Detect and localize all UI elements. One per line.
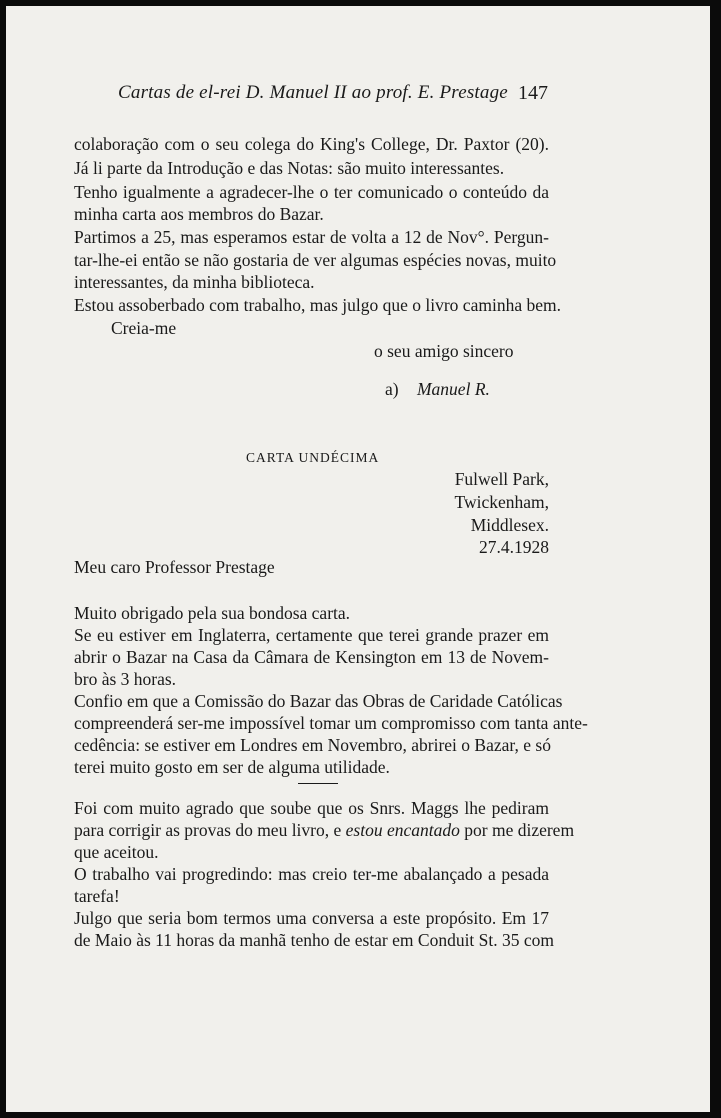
- signature: Manuel R.: [416, 379, 490, 399]
- body-line: Confio em que a Comissão do Bazar das Obras de Caridade Católicas: [74, 691, 563, 711]
- body-line: abrir o Bazar na Casa da Câmara de Kensington em 13 de Novem-: [74, 647, 549, 667]
- body-line: Já li parte da Introdução e das Notas: são muito interessantes.: [74, 158, 505, 178]
- signature-block: [385, 378, 545, 400]
- book-page: [6, 6, 710, 1112]
- signature-prefix: a): [385, 379, 399, 399]
- emphasis: estou encantado: [345, 820, 460, 840]
- address-line: Middlesex.: [470, 515, 549, 535]
- salutation: Meu caro Professor Prestage: [74, 557, 275, 577]
- body-line: Partimos a 25, mas esperamos estar de volta a 12 de Nov°. Pergun-: [74, 227, 549, 247]
- letter-date: 27.4.1928: [479, 537, 549, 557]
- page-number: 147: [518, 82, 548, 104]
- body-line: Muito obrigado pela sua bondosa carta.: [74, 603, 351, 623]
- address-line: Twickenham,: [454, 492, 549, 512]
- body-line: tar-lhe-ei então se não gostaria de ver algumas espécies novas, muito: [74, 250, 557, 270]
- body-line: Tenho igualmente a agradecer-lhe o ter comunicado o conteúdo da: [74, 182, 549, 202]
- running-title: Cartas de el-rei D. Manuel II ao prof. E. Prestage: [118, 82, 508, 103]
- body-line: bro às 3 horas.: [74, 669, 177, 689]
- body-line: Se eu estiver em Inglaterra, certamente que terei grande prazer em: [74, 625, 549, 645]
- body-line: Julgo que seria bom termos uma conversa a este propósito. Em 17: [74, 908, 549, 928]
- section-divider: [298, 783, 338, 784]
- body-line: O trabalho vai progredindo: mas creio ter-me abalançado a pesada: [74, 864, 549, 884]
- body-line: [74, 819, 575, 841]
- letter-heading: CARTA UNDÉCIMA: [246, 450, 380, 465]
- body-line: terei muito gosto em ser de alguma utilidade.: [74, 757, 390, 777]
- body-line: de Maio às 11 horas da manhã tenho de estar em Conduit St. 35 com: [74, 930, 555, 950]
- valediction: o seu amigo sincero: [374, 341, 514, 361]
- body-line: interessantes, da minha biblioteca.: [74, 272, 315, 292]
- body-line: tarefa!: [74, 886, 120, 906]
- body-line: Foi com muito agrado que soube que os Snrs. Maggs lhe pediram: [74, 798, 549, 818]
- body-line: Estou assoberbado com trabalho, mas julgo que o livro caminha bem.: [74, 295, 561, 315]
- body-line: minha carta aos membros do Bazar.: [74, 204, 324, 224]
- body-line: cedência: se estiver em Londres em Novembro, abrirei o Bazar, e só: [74, 735, 551, 755]
- body-line: colaboração com o seu colega do King's College, Dr. Paxtor (20).: [74, 134, 549, 154]
- body-line: que aceitou.: [74, 842, 159, 862]
- text-run: por me dizerem: [459, 820, 575, 840]
- address-line: Fulwell Park,: [454, 469, 549, 489]
- body-line: compreenderá ser-me impossível tomar um compromisso com tanta ante-: [74, 713, 588, 733]
- closing: Creia-me: [111, 318, 177, 338]
- text-run: para corrigir as provas do meu livro, e: [74, 820, 346, 840]
